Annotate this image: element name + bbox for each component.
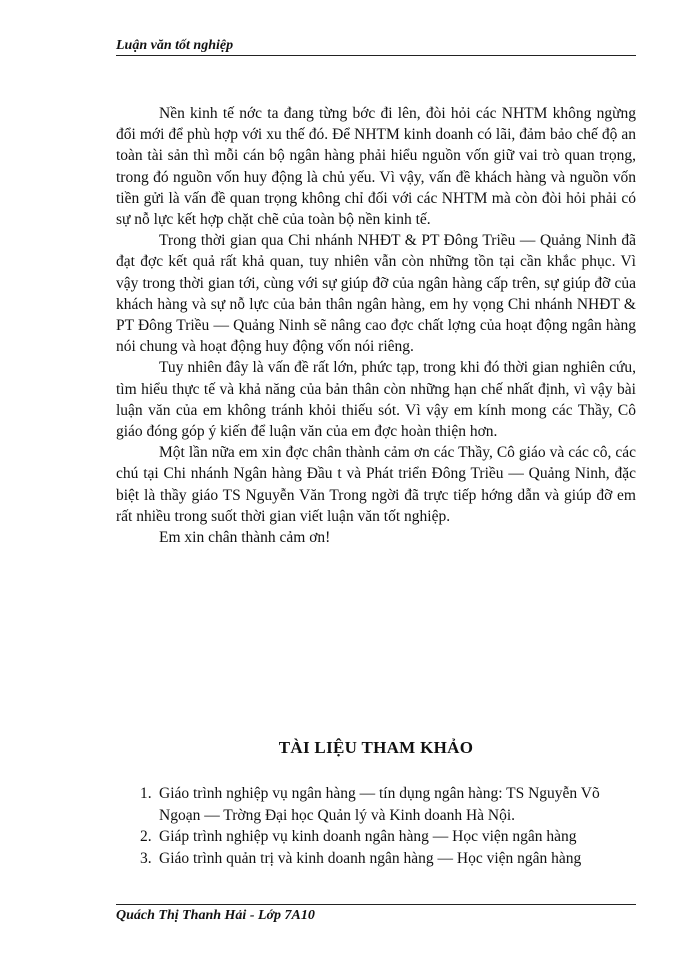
body-paragraph: Em xin chân thành cảm ơn!: [159, 529, 331, 547]
reference-text: Giáp trình nghiệp vụ kinh doanh ngân hàng — Học viện ngân hàng: [159, 828, 577, 845]
body-paragraph: Tuy nhiên đây là vấn đề rất lớn, phức tạp, trong khi đó thời gian nghiên cứu, tìm hiểu thực tế và khả năng của bản thân còn những hạn chế nhất định, vì vậy bài luận văn của em không tránh khỏi thiếu sót. Vì vậy em kính mong các Thầy, Cô giáo đóng góp ý kiến để luận văn của em đợc hoàn thiện hơn.: [116, 359, 636, 441]
header-divider: [116, 55, 636, 56]
page-footer: [116, 904, 636, 928]
body-paragraph: Trong thời gian qua Chi nhánh NHĐT & PT Đông Triều — Quảng Ninh đã đạt đợc kết quả rất khả quan, tuy nhiên vẫn còn những tồn tại cần khắc phục. Vì vậy trong thời gian tới, cùng với sự giúp đỡ của ngân hàng cấp trên, sự giúp đỡ của khách hàng và sự nỗ lực của bản thân ngân hàng, em hy vọng Chi nhánh NHĐT & PT Đông Triều — Quảng Ninh sẽ nâng cao đợc chất lợng của hoạt động ngân hàng nói chung và hoạt động huy động vốn nói riêng.: [116, 232, 636, 356]
footer-divider: [116, 904, 636, 905]
reference-number: 1.: [140, 785, 152, 802]
reference-item: [140, 826, 636, 848]
page-header: [116, 38, 636, 58]
reference-item: [140, 848, 636, 870]
reference-text: Giáo trình quản trị và kinh doanh ngân hàng — Học viện ngân hàng: [159, 849, 582, 867]
footer-author: Quách Thị Thanh Hải - Lớp 7A10: [116, 908, 315, 923]
body-paragraph: Nền kinh tế nớc ta đang từng bớc đi lên, đòi hỏi các NHTM không ngừng đổi mới để phù hợp với xu thế đó. Để NHTM kinh doanh có lãi, đảm bảo chế độ an toàn tài sản thì mỗi cán bộ ngân hàng phải hiểu nguồn vốn giữ vai trò quan trọng, trong đó nguồn vốn huy động là chủ yếu. Vì vậy, vấn đề khách hàng và nguồn vốn tiền gửi là vấn đề quan trọng không chỉ đối với các NHTM mà còn đòi hỏi phải có sự nỗ lực kết hợp chặt chẽ của toàn bộ nền kinh tế.: [116, 105, 636, 229]
reference-item: [140, 783, 636, 826]
references-list: [140, 783, 636, 869]
reference-number: 2.: [140, 828, 152, 845]
references-title: TÀI LIỆU THAM KHẢO: [278, 738, 474, 757]
conclusion-section: [116, 103, 636, 548]
reference-number: 3.: [140, 849, 152, 867]
reference-text: Giáo trình nghiệp vụ ngân hàng — tín dụng ngân hàng: TS Nguyễn Võ Ngoạn — Trờng Đại học Quản lý và Kinh doanh Hà Nội.: [159, 785, 600, 824]
header-title: Luận văn tốt nghiệp: [116, 38, 234, 53]
body-paragraph: Một lần nữa em xin đợc chân thành cảm ơn các Thầy, Cô giáo và các cô, các chú tại Chi nhánh Ngân hàng Đầu t và Phát triển Đông Triều — Quảng Ninh, đặc biệt là thầy giáo TS Nguyễn Văn Trong ngời đã trực tiếp hớng dẫn và giúp đỡ em rất nhiều trong suốt thời gian viết luận văn tốt nghiệp.: [116, 444, 636, 525]
